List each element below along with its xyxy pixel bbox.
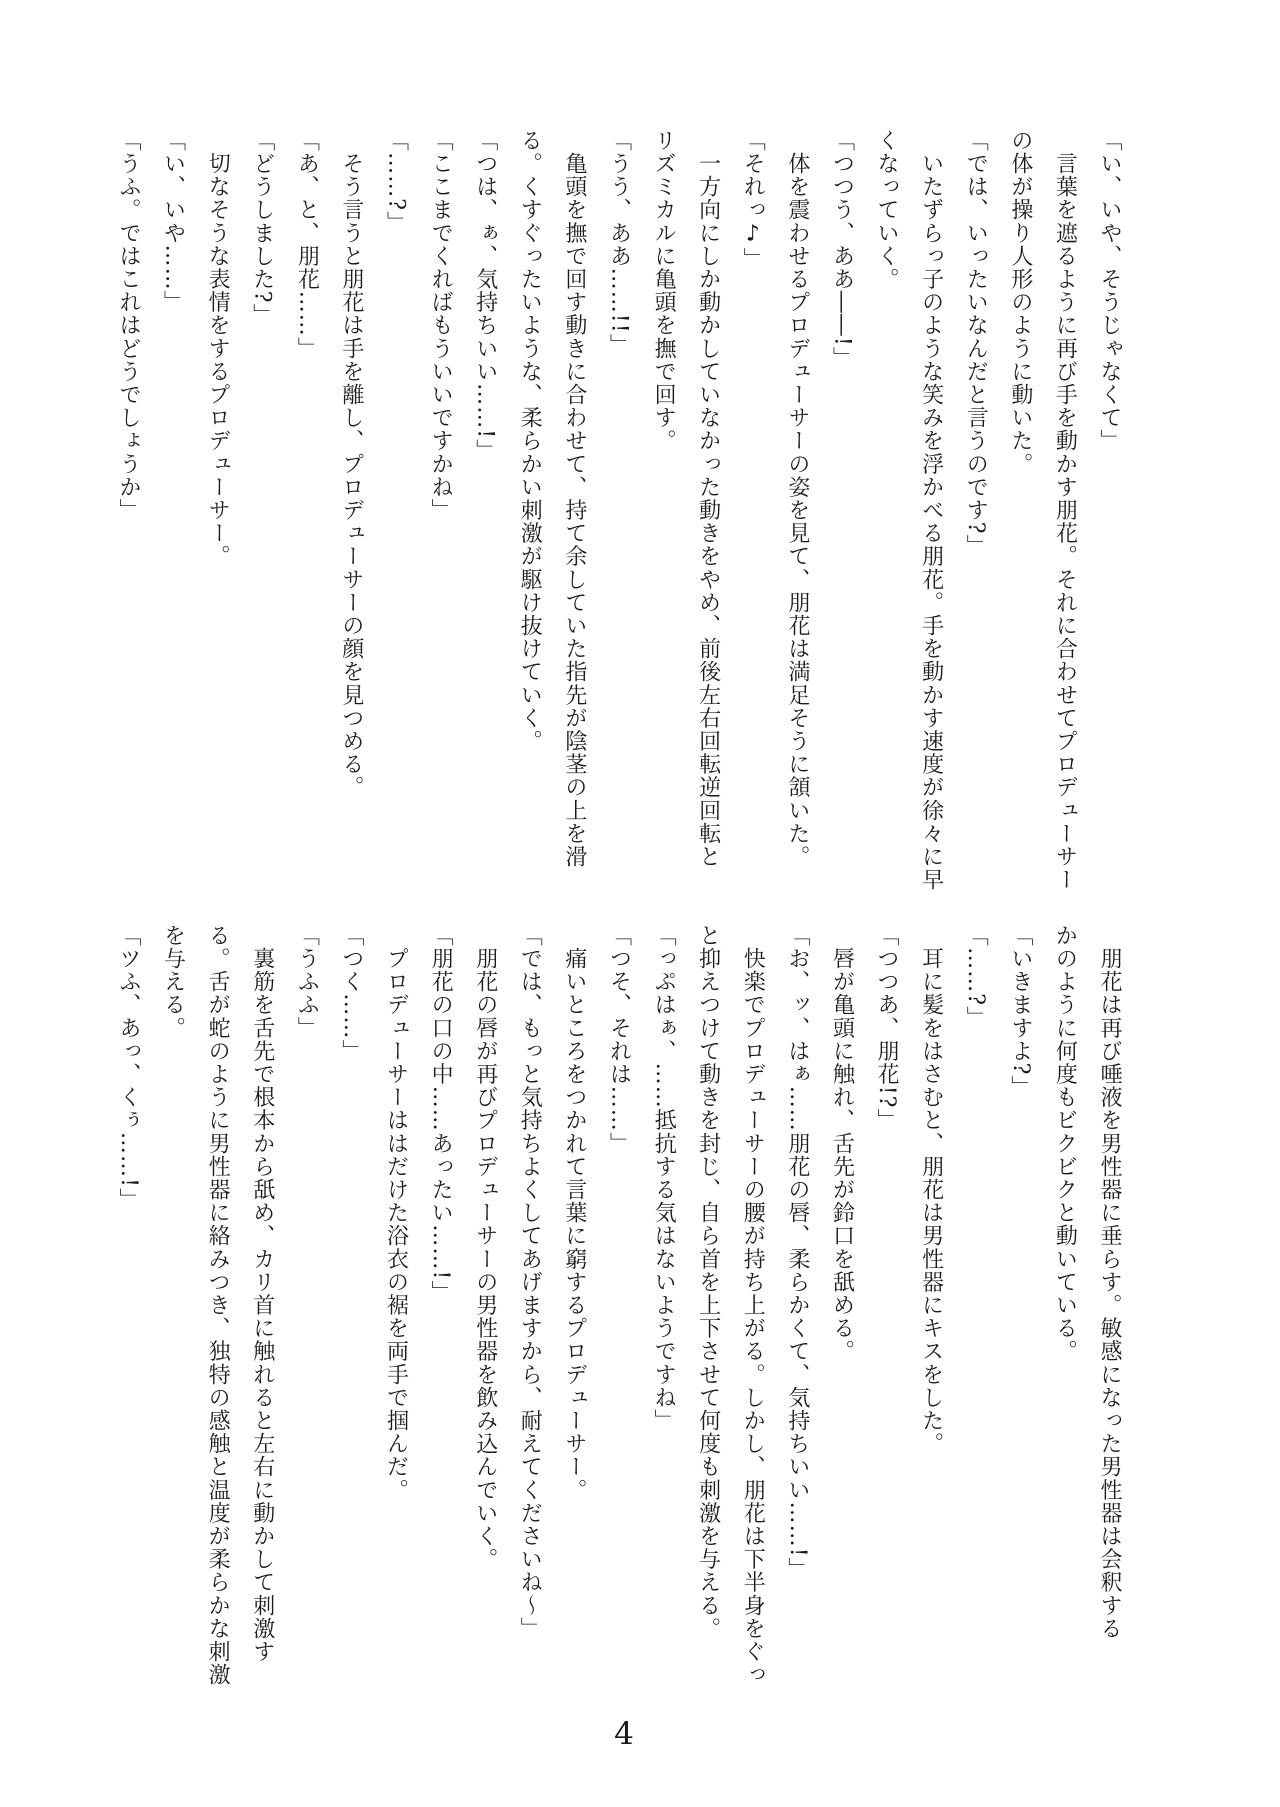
- text-column: 「い、いや、そうじゃなくて」: [1097, 129, 1122, 453]
- text-column: 「それっ♪」: [740, 129, 766, 271]
- text-column: 「……?」: [963, 924, 989, 1030]
- text-column: 「では、もっと気持ちよくしてあげますから、耐えてくださいね〜」: [517, 924, 543, 1641]
- text-column: 痛いところをつかれて言葉に窮するプロデューサー。: [561, 924, 587, 1502]
- text-column: 快楽でプロデューサーの腰が持ち上がる。しかし、朋花は下半身をぐっ: [740, 924, 766, 1687]
- text-column: の体が操り人形のように動いた。: [1007, 129, 1033, 476]
- text-column: 「……?」: [383, 129, 409, 235]
- text-column: かのように何度もビクビクと動いている。: [1052, 924, 1078, 1363]
- text-column: 「うう、ああ……!!」: [606, 129, 632, 357]
- text-column: 「ツふ、あっ、くぅ……!」: [115, 924, 141, 1212]
- text-column: る。舌が蛇のように男性器に絡みつき、独特の感触と温度が柔らかな刺激: [205, 924, 231, 1687]
- text-column: 「では、いったいなんだと言うのです?」: [963, 129, 989, 558]
- text-column: 一方向にしか動かしていなかった動きをやめ、前後左右回転逆回転と: [695, 129, 721, 869]
- text-column: 「うふふ」: [294, 924, 320, 1040]
- text-column: と抑えつけて動きを封じ、自ら首を上下させて何度も刺激を与える。: [695, 924, 721, 1641]
- text-column: プロデューサーははだけた浴衣の裾を両手で掴んだ。: [383, 924, 409, 1502]
- text-column: 「お、ッ、はぁ……朋花の唇、柔らかくて、気持ちいい……!」: [784, 924, 810, 1581]
- text-column: 「つは、ぁ、気持ちいい……!」: [472, 129, 498, 463]
- text-column: 唇が亀頭に触れ、舌先が鈴口を舐める。: [829, 924, 855, 1363]
- text-column: 亀頭を撫で回す動きに合わせて、持て余していた指先が陰茎の上を滑: [561, 129, 587, 869]
- text-column: 「どうしました?」: [249, 129, 275, 327]
- text-column: 「つそ、それは……」: [606, 924, 632, 1155]
- text-column: 「あ、と、朋花……」: [294, 129, 320, 360]
- text-column: 「ここまでくればもういいですかね」: [428, 129, 454, 522]
- text-column: 「つく……」: [338, 924, 364, 1063]
- text-column: 裏筋を舌先で根本から舐め、カリ首に触れると左右に動かして刺激す: [249, 924, 275, 1664]
- text-column: くなっていく。: [874, 129, 900, 291]
- text-column: 体を震わせるプロデューサーの姿を見て、朋花は満足そうに頷いた。: [784, 129, 810, 869]
- text-column: 「つつあ、朋花!?」: [874, 924, 900, 1132]
- text-column: 「っぷはぁ、……抵抗する気はないようですね」: [651, 924, 677, 1433]
- text-column: 耳に髪をはさむと、朋花は男性器にキスをした。: [918, 924, 944, 1456]
- page-number: 4: [614, 1716, 634, 1752]
- text-column: 「うふ。ではこれはどうでしょうか」: [115, 129, 141, 522]
- text-column: 朋花は再び唾液を男性器に垂らす。敏感になった男性器は会釈する: [1097, 924, 1122, 1641]
- text-column: 「い、いや……」: [160, 129, 186, 314]
- text-column: を与える。: [160, 924, 186, 1040]
- top-text-block: [105, 129, 1131, 899]
- bottom-text-block: [105, 924, 1131, 1724]
- text-column: る。くすぐったいような、柔らかい刺激が駆け抜けていく。: [517, 129, 543, 753]
- text-column: 「つつう、ああ――!」: [829, 129, 855, 370]
- text-column: リズミカルに亀頭を撫で回す。: [651, 129, 677, 453]
- text-column: 切なそうな表情をするプロデューサー。: [205, 129, 231, 568]
- text-column: 言葉を遮るように再び手を動かす朋花。それに合わせてプロデューサー: [1052, 129, 1078, 892]
- text-column: いたずらっ子のような笑みを浮かべる朋花。手を動かす速度が徐々に早: [918, 129, 944, 892]
- text-column: 朋花の唇が再びプロデューサーの男性器を飲み込んでいく。: [472, 924, 498, 1571]
- text-column: 「朋花の口の中……あったい……!」: [428, 924, 454, 1304]
- text-column: そう言うと朋花は手を離し、プロデューサーの顔を見つめる。: [338, 129, 364, 799]
- text-column: 「いきますよ?」: [1007, 924, 1033, 1099]
